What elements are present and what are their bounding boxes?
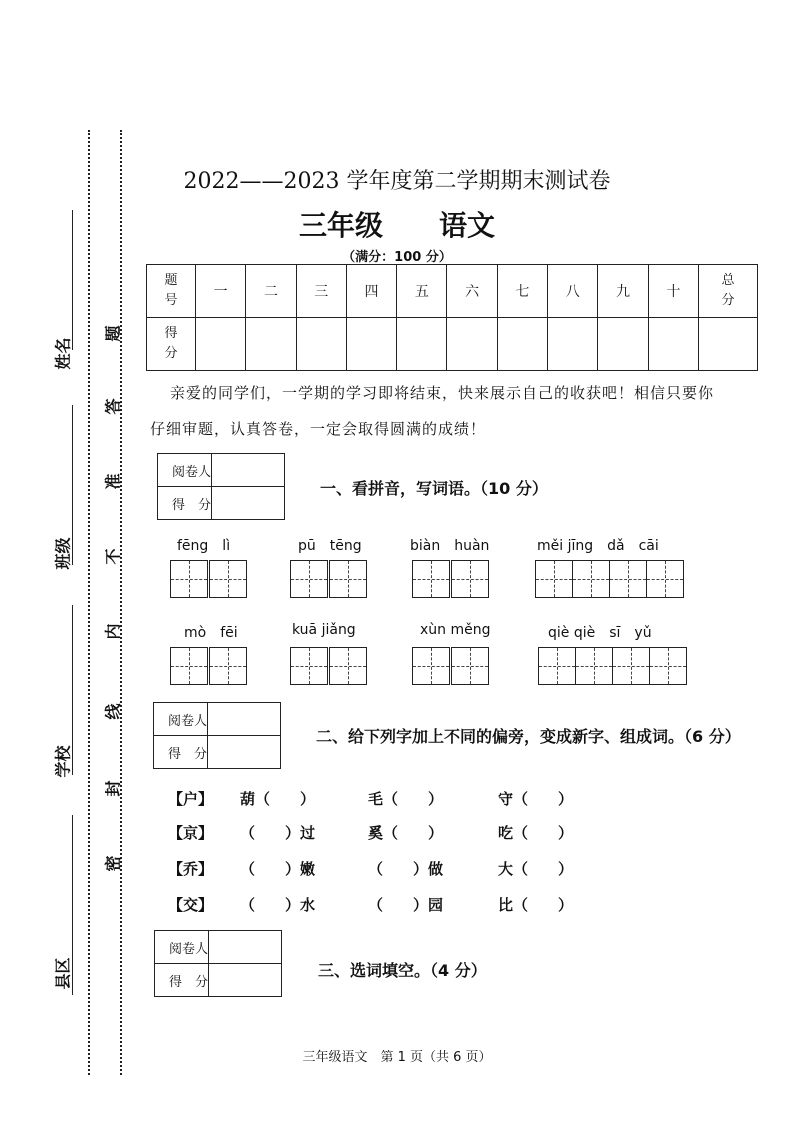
score-cell[interactable] xyxy=(196,318,246,371)
class-label: 班级 xyxy=(53,537,73,570)
reviewer-label: 阅卷人 xyxy=(158,454,212,487)
grader-box-2 xyxy=(153,702,281,769)
writing-cell[interactable] xyxy=(609,560,647,598)
score-label: 得 分 xyxy=(155,964,209,997)
col-6: 六 xyxy=(447,265,497,318)
fill-item[interactable]: （ ）嫩 xyxy=(240,860,316,878)
score-cell[interactable] xyxy=(648,318,698,371)
score-label: 得 分 xyxy=(158,487,212,520)
reviewer-cell[interactable] xyxy=(209,931,282,964)
radical-label: 【乔】 xyxy=(168,860,214,878)
exam-title: 2022——2023 学年度第二学期期末测试卷 xyxy=(183,169,611,194)
pinyin-label: mò fēi xyxy=(184,625,238,641)
score-cell[interactable] xyxy=(598,318,648,371)
score-row-header: 得 分 xyxy=(147,318,196,371)
pinyin-label: biàn huàn xyxy=(410,538,490,554)
col-10: 十 xyxy=(648,265,698,318)
col-9: 九 xyxy=(598,265,648,318)
fill-item[interactable]: （ ）过 xyxy=(240,824,316,842)
grader-box-3 xyxy=(154,930,282,997)
total-score-cell[interactable] xyxy=(699,318,758,371)
seal-char: 答 xyxy=(103,398,123,415)
writing-cell[interactable] xyxy=(209,647,247,685)
col-1: 一 xyxy=(196,265,246,318)
writing-cell[interactable] xyxy=(290,560,328,598)
fill-item[interactable]: 葫（ ） xyxy=(240,790,316,808)
seal-char: 内 xyxy=(103,623,123,640)
section-3-title: 三、选词填空。（4 分） xyxy=(318,961,487,980)
writing-cell[interactable] xyxy=(575,647,613,685)
col-8: 八 xyxy=(548,265,598,318)
pinyin-label: fēng lì xyxy=(177,538,231,554)
col-2: 二 xyxy=(246,265,296,318)
reviewer-label: 阅卷人 xyxy=(155,931,209,964)
score-cell[interactable] xyxy=(447,318,497,371)
fill-item[interactable]: 守（ ） xyxy=(498,790,574,808)
writing-cell[interactable] xyxy=(451,647,489,685)
col-4: 四 xyxy=(346,265,396,318)
score-cell[interactable] xyxy=(246,318,296,371)
score-cell[interactable] xyxy=(397,318,447,371)
fill-item[interactable]: （ ）做 xyxy=(368,860,444,878)
total-header: 总 分 xyxy=(699,265,758,318)
school-label: 学校 xyxy=(53,745,73,778)
seal-char: 题 xyxy=(103,325,123,342)
writing-cell[interactable] xyxy=(412,647,450,685)
writing-cell[interactable] xyxy=(170,647,208,685)
score-cell[interactable] xyxy=(209,964,282,997)
seal-char: 准 xyxy=(103,473,123,490)
writing-cell[interactable] xyxy=(451,560,489,598)
fill-item[interactable]: （ ）园 xyxy=(368,896,444,914)
writing-cell[interactable] xyxy=(412,560,450,598)
section-2-title: 二、给下列字加上不同的偏旁，变成新字、组成词。（6 分） xyxy=(316,727,741,746)
col-7: 七 xyxy=(497,265,547,318)
page-footer: 三年级语文 第 1 页（共 6 页） xyxy=(302,1050,492,1065)
pinyin-label: měi jīng dǎ cāi xyxy=(537,538,659,554)
reviewer-cell[interactable] xyxy=(212,454,285,487)
name-label: 姓名 xyxy=(53,337,73,370)
score-cell[interactable] xyxy=(497,318,547,371)
question-number-header: 题 号 xyxy=(147,265,196,318)
score-cell[interactable] xyxy=(296,318,346,371)
binding-dotted-line-left xyxy=(88,130,90,1075)
fill-item[interactable]: 毛（ ） xyxy=(368,790,444,808)
seal-char: 密 xyxy=(103,855,123,872)
fill-item[interactable]: （ ）水 xyxy=(240,896,316,914)
radical-label: 【交】 xyxy=(168,896,214,914)
binding-dotted-line-right xyxy=(120,130,122,1075)
writing-cell[interactable] xyxy=(535,560,573,598)
score-label: 得 分 xyxy=(154,736,208,769)
fill-item[interactable]: 大（ ） xyxy=(498,860,574,878)
grader-box-1 xyxy=(157,453,285,520)
writing-cell[interactable] xyxy=(329,560,367,598)
score-table xyxy=(146,264,758,371)
writing-cell[interactable] xyxy=(209,560,247,598)
radical-label: 【京】 xyxy=(168,824,214,842)
county-label: 县区 xyxy=(53,957,73,990)
seal-char: 线 xyxy=(103,703,123,720)
intro-line-2: 仔细审题，认真答卷，一定会取得圆满的成绩！ xyxy=(150,420,487,438)
fill-item[interactable]: 奚（ ） xyxy=(368,824,444,842)
seal-char: 封 xyxy=(103,780,123,797)
score-cell[interactable] xyxy=(346,318,396,371)
writing-cell[interactable] xyxy=(612,647,650,685)
writing-cell[interactable] xyxy=(170,560,208,598)
writing-cell[interactable] xyxy=(649,647,687,685)
writing-cell[interactable] xyxy=(329,647,367,685)
writing-cell[interactable] xyxy=(538,647,576,685)
reviewer-cell[interactable] xyxy=(208,703,281,736)
grade-subject: 三年级 语文 xyxy=(298,209,495,242)
radical-label: 【户】 xyxy=(168,790,214,808)
pinyin-label: qiè qiè sī yǔ xyxy=(548,625,652,641)
score-cell[interactable] xyxy=(208,736,281,769)
writing-cell[interactable] xyxy=(572,560,610,598)
section-1-title: 一、看拼音，写词语。（10 分） xyxy=(320,479,548,498)
col-5: 五 xyxy=(397,265,447,318)
fill-item[interactable]: 比（ ） xyxy=(498,896,574,914)
seal-char: 不 xyxy=(103,548,123,565)
score-cell[interactable] xyxy=(548,318,598,371)
reviewer-label: 阅卷人 xyxy=(154,703,208,736)
intro-line-1: 亲爱的同学们，一学期的学习即将结束，快来展示自己的收获吧！相信只要你 xyxy=(170,384,715,402)
pinyin-label: kuā jiǎng xyxy=(292,622,356,638)
writing-cell[interactable] xyxy=(290,647,328,685)
fill-item[interactable]: 吃（ ） xyxy=(498,824,574,842)
pinyin-label: pū tēng xyxy=(298,538,362,554)
score-cell[interactable] xyxy=(212,487,285,520)
col-3: 三 xyxy=(296,265,346,318)
pinyin-label: xùn měng xyxy=(420,622,491,638)
full-score: （满分：100 分） xyxy=(342,250,452,265)
writing-cell[interactable] xyxy=(646,560,684,598)
